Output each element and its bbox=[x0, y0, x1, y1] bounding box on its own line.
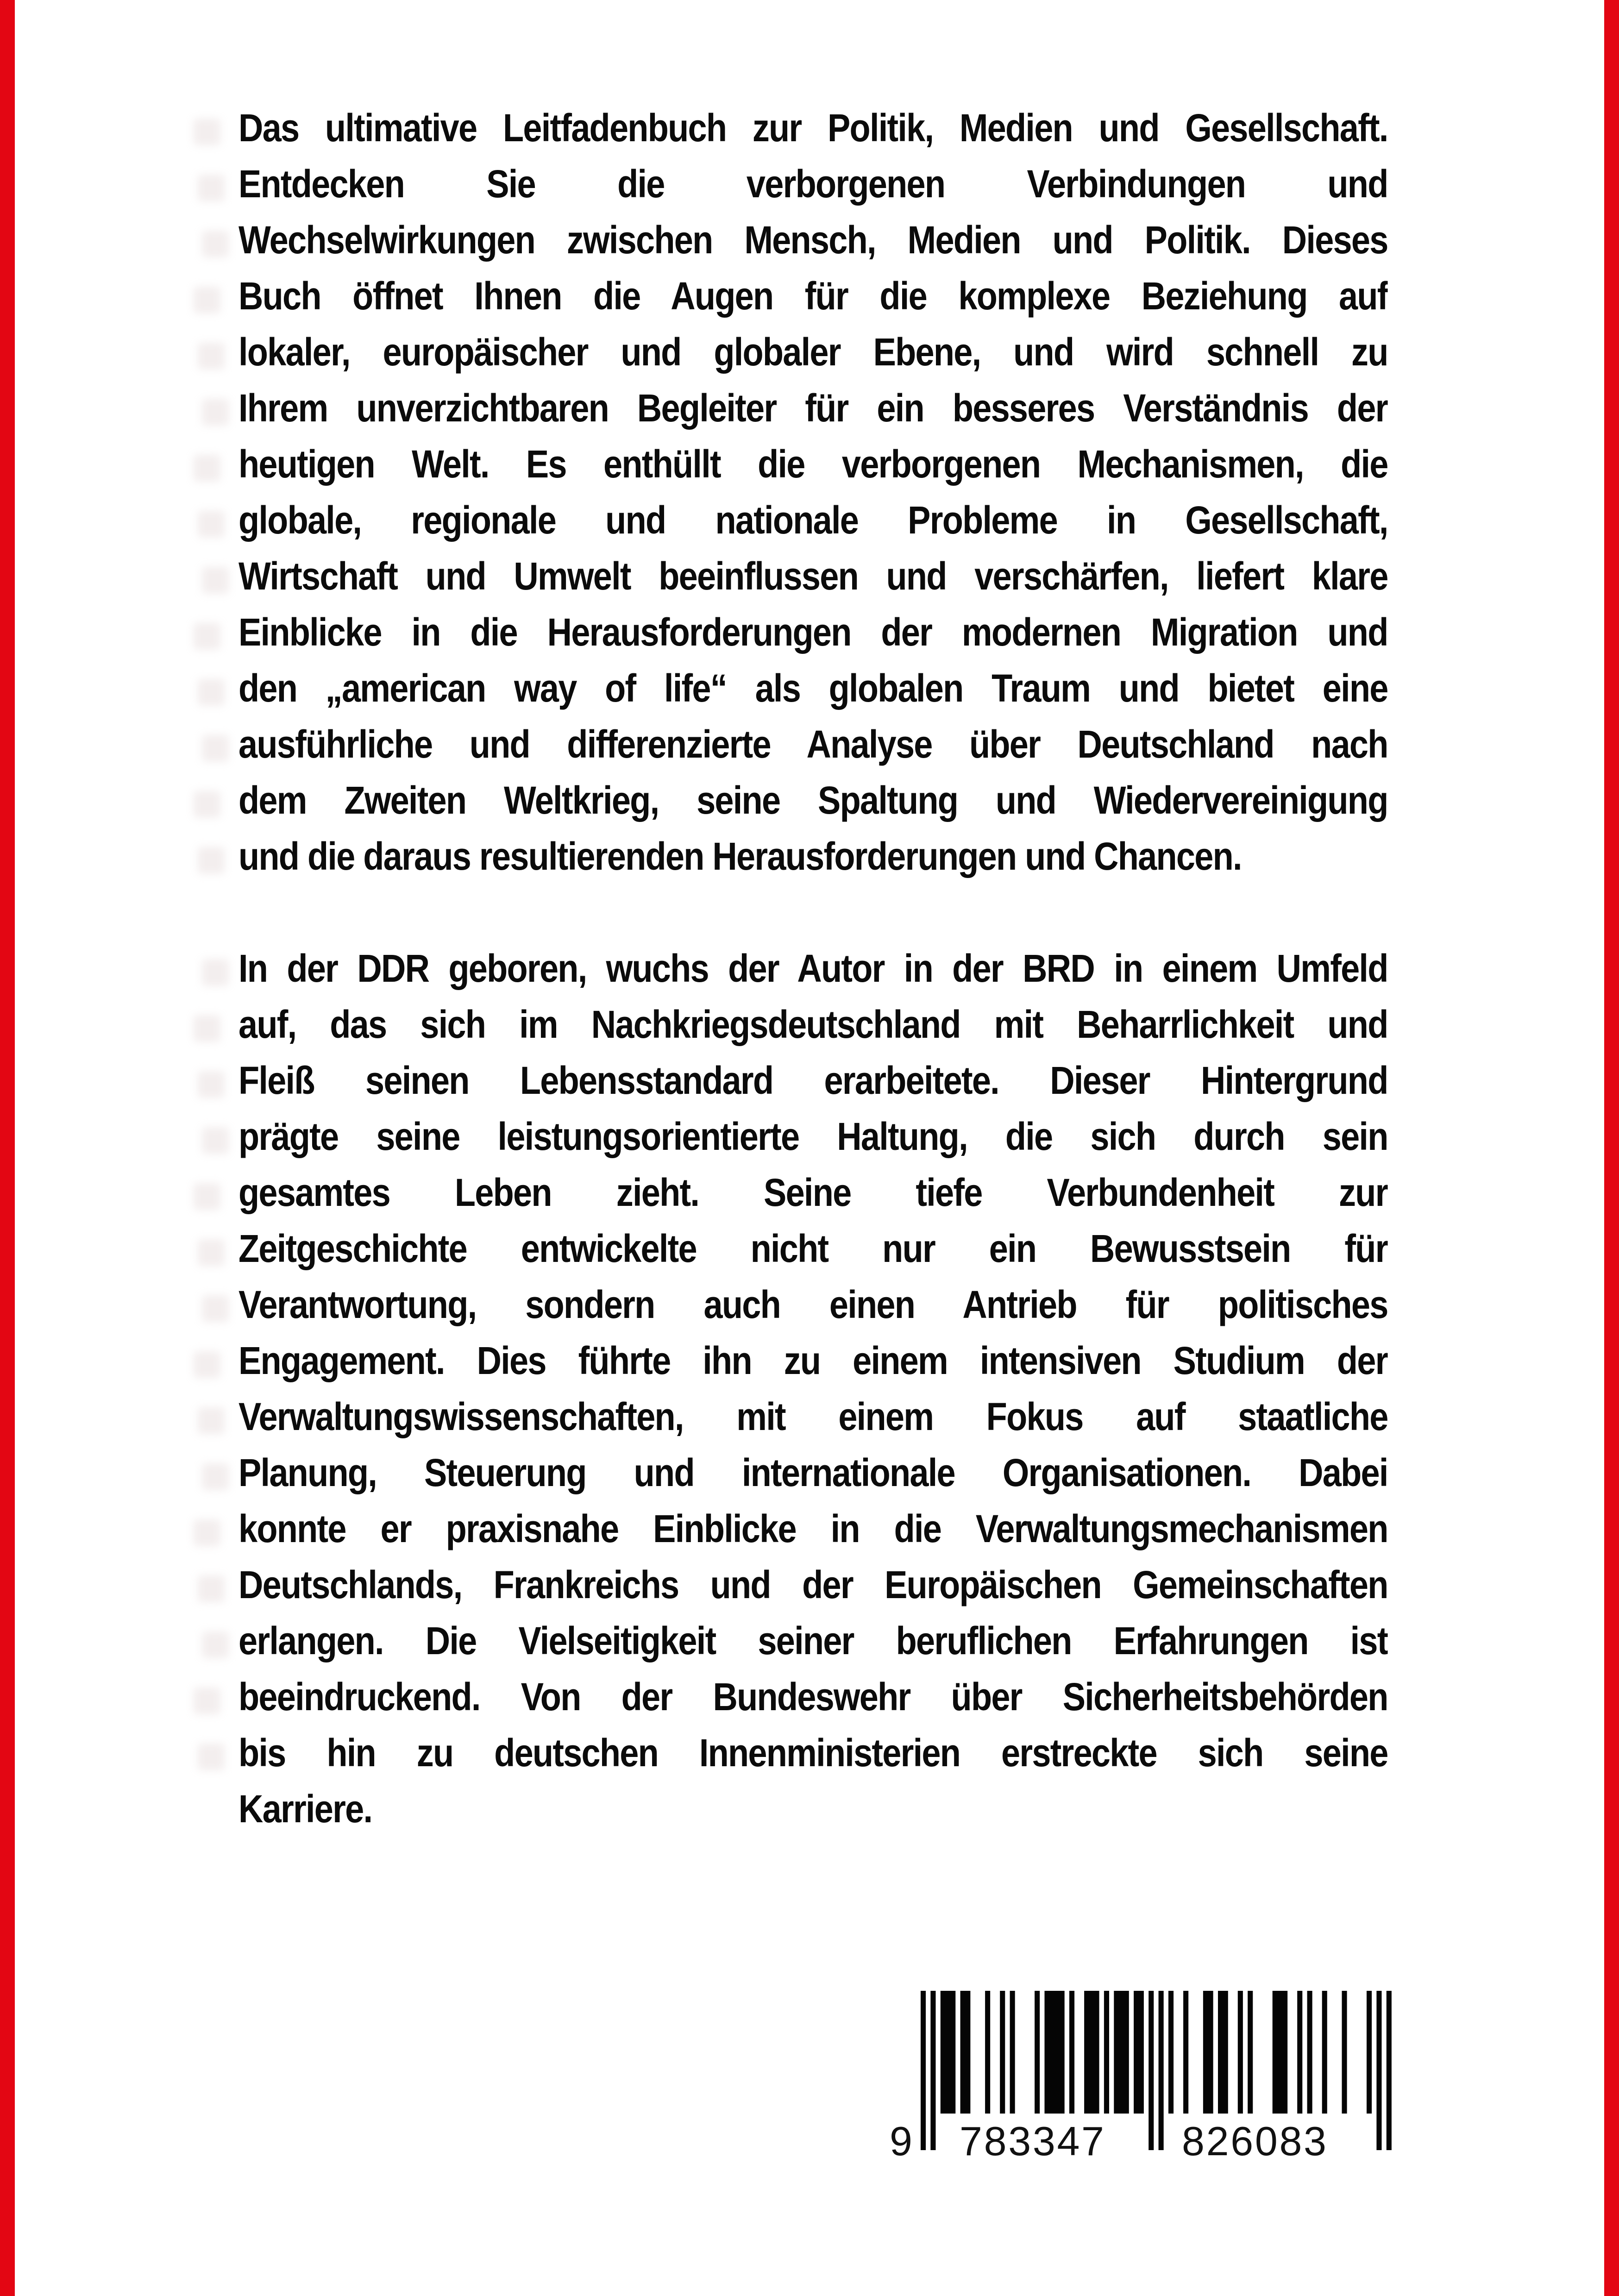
margin-smudge bbox=[194, 1687, 220, 1714]
text-line: auf, das sich im Nachkriegsdeutschland mit Beharrlichkeit und bbox=[238, 1003, 1388, 1046]
text-line: Wirtschaft und Umwelt beeinflussen und verschärfen, liefert klare bbox=[238, 554, 1388, 598]
text-line: lokaler, europäischer und globaler Ebene, und wird schnell zu bbox=[238, 330, 1388, 374]
text-line: Zeitgeschichte entwickelte nicht nur ein Bewusstsein für bbox=[238, 1227, 1388, 1270]
text-line: Karriere. bbox=[238, 1787, 372, 1831]
isbn-digit: 8 bbox=[984, 2118, 1007, 2164]
margin-smudge bbox=[198, 847, 225, 874]
text-line: Deutschlands, Frankreichs und der Europäischen Gemeinschaften bbox=[238, 1563, 1388, 1606]
text-line: Engagement. Dies führte ihn zu einem intensiven Studium der bbox=[238, 1339, 1388, 1382]
text-line: Verwaltungswissenschaften, mit einem Fokus auf staatliche bbox=[238, 1395, 1388, 1438]
text-line: gesamtes Leben zieht. Seine tiefe Verbundenheit zur bbox=[238, 1171, 1388, 1214]
cover-red-edge-right bbox=[1604, 0, 1619, 2296]
margin-smudge bbox=[194, 119, 220, 145]
isbn-digit: 4 bbox=[1057, 2118, 1080, 2164]
text-line: Fleiß seinen Lebensstandard erarbeitete. Dieser Hintergrund bbox=[238, 1059, 1388, 1102]
isbn-digit: 7 bbox=[1081, 2118, 1104, 2164]
text-line: prägte seine leistungsorientierte Haltung, die sich durch sein bbox=[238, 1115, 1388, 1158]
margin-smudge bbox=[202, 1463, 229, 1490]
text-line: globale, regionale und nationale Probleme in Gesellschaft, bbox=[238, 498, 1388, 542]
isbn-digit: 3 bbox=[1304, 2118, 1326, 2164]
blurb-paragraph-author bbox=[238, 941, 1388, 1837]
text-line: beeindruckend. Von der Bundeswehr über Sicherheitsbehörden bbox=[238, 1675, 1388, 1719]
blurb-text bbox=[238, 100, 1388, 1837]
margin-smudge bbox=[198, 175, 225, 201]
text-line: heutigen Welt. Es enthüllt die verborgenen Mechanismen, die bbox=[238, 442, 1388, 486]
margin-smudge bbox=[198, 1744, 225, 1770]
margin-smudge bbox=[198, 679, 225, 706]
text-line: Wechselwirkungen zwischen Mensch, Medien und Politik. Dieses bbox=[238, 218, 1388, 262]
margin-smudge bbox=[194, 1015, 220, 1042]
text-line: Buch öffnet Ihnen die Augen für die komplexe Beziehung auf bbox=[238, 274, 1388, 318]
margin-smudge bbox=[202, 231, 229, 257]
text-line: Ihrem unverzichtbaren Begleiter für ein besseres Verständnis der bbox=[238, 386, 1388, 430]
text-line: Planung, Steuerung und internationale Organisationen. Dabei bbox=[238, 1451, 1388, 1494]
text-line: Entdecken Sie die verborgenen Verbindungen und bbox=[238, 162, 1388, 206]
text-line: Das ultimative Leitfadenbuch zur Politik, Medien und Gesellschaft. bbox=[238, 106, 1388, 150]
margin-smudge bbox=[198, 1239, 225, 1266]
cover-red-edge-left bbox=[0, 0, 15, 2296]
text-line: ausführliche und differenzierte Analyse über Deutschland nach bbox=[238, 722, 1388, 766]
text-line: bis hin zu deutschen Innenministerien erstreckte sich seine bbox=[238, 1731, 1388, 1775]
margin-smudge bbox=[198, 511, 225, 538]
text-line: Einblicke in die Herausforderungen der modernen Migration und bbox=[238, 610, 1388, 654]
text-line: In der DDR geboren, wuchs der Autor in der BRD in einem Umfeld bbox=[238, 947, 1388, 990]
blurb-paragraph-description bbox=[238, 100, 1388, 885]
margin-smudge bbox=[194, 287, 220, 314]
margin-smudge bbox=[194, 1519, 220, 1546]
isbn-digit: 3 bbox=[1008, 2118, 1031, 2164]
margin-smudge bbox=[194, 1351, 220, 1378]
text-line: den „american way of life“ als globalen Traum und bietet eine bbox=[238, 666, 1388, 710]
margin-smudge bbox=[198, 1407, 225, 1434]
isbn-first-digit: 9 bbox=[890, 2118, 912, 2164]
margin-smudge bbox=[198, 343, 225, 370]
margin-smudge bbox=[198, 1071, 225, 1098]
margin-smudge bbox=[202, 1295, 229, 1322]
text-line: erlangen. Die Vielseitigkeit seiner beruflichen Erfahrungen ist bbox=[238, 1619, 1388, 1662]
text-line: Verantwortung, sondern auch einen Antrieb für politisches bbox=[238, 1283, 1388, 1326]
margin-smudge bbox=[202, 1127, 229, 1154]
isbn-digit: 7 bbox=[960, 2118, 982, 2164]
margin-smudge bbox=[194, 623, 220, 650]
margin-smudge bbox=[194, 1183, 220, 1210]
margin-smudge bbox=[194, 455, 220, 482]
text-line: dem Zweiten Weltkrieg, seine Spaltung und Wiedervereinigung bbox=[238, 778, 1388, 822]
margin-smudge bbox=[202, 959, 229, 986]
text-line: konnte er praxisnahe Einblicke in die Verwaltungsmechanismen bbox=[238, 1507, 1388, 1550]
margin-smudge bbox=[202, 1631, 229, 1658]
isbn-digit: 2 bbox=[1206, 2118, 1229, 2164]
isbn-right-digit-group bbox=[1182, 2118, 1326, 2164]
isbn-digit: 6 bbox=[1230, 2118, 1254, 2164]
margin-smudge bbox=[202, 735, 229, 762]
isbn-digit: 3 bbox=[1032, 2118, 1055, 2164]
text-line: und die daraus resultierenden Herausforderungen und Chancen. bbox=[238, 834, 1242, 878]
margin-smudge bbox=[202, 399, 229, 426]
barcode-bars bbox=[921, 1991, 1392, 2150]
margin-smudge bbox=[198, 1575, 225, 1602]
margin-smudge bbox=[194, 791, 220, 818]
isbn-digit: 8 bbox=[1279, 2118, 1302, 2164]
isbn-left-digit-group bbox=[960, 2118, 1104, 2164]
margin-smudge bbox=[202, 567, 229, 594]
isbn-digit: 8 bbox=[1182, 2118, 1205, 2164]
isbn-digit: 0 bbox=[1255, 2118, 1278, 2164]
